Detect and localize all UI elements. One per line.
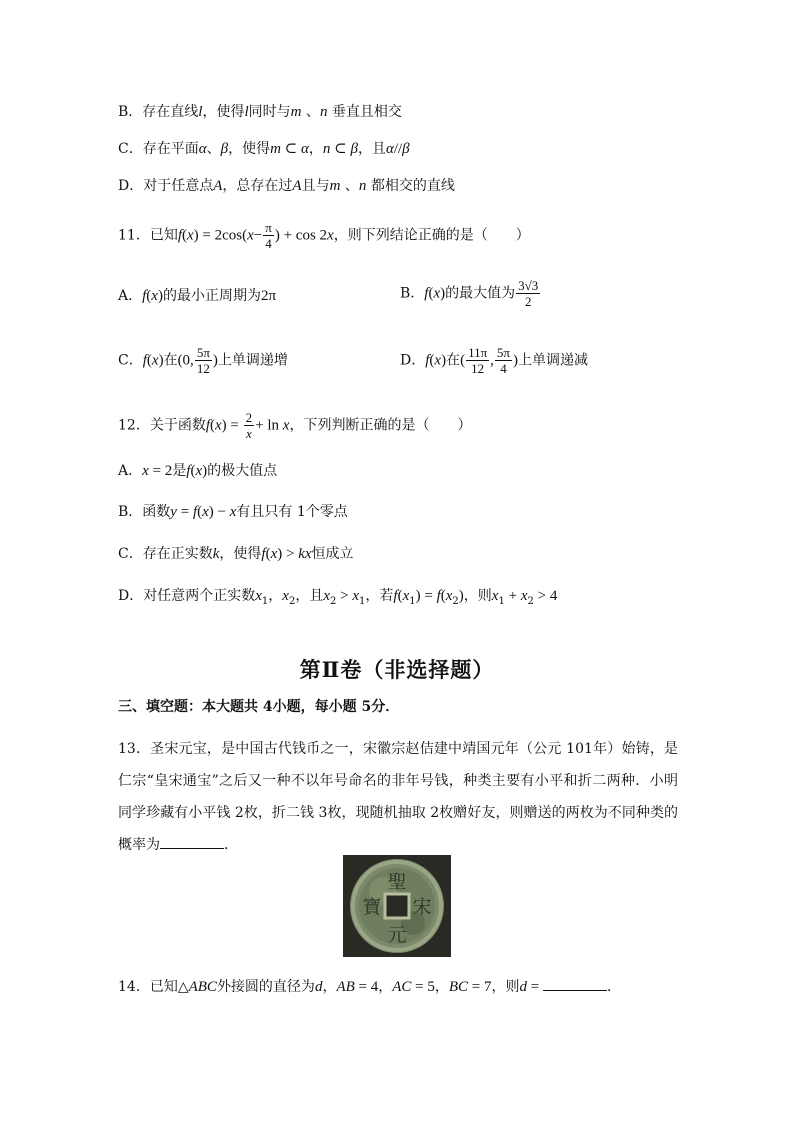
q13-answer-blank[interactable] [160, 834, 224, 849]
coin-char-bottom: 元 [387, 924, 407, 946]
coin-image [343, 855, 451, 957]
q12-stem: 12．关于函数f(x) = $\frac{2}{x}$ + ln x，下列判断正确的是（ ） [118, 410, 472, 441]
q10-option-b: B．存在直线l，使得l同时与m 、n 垂直且相交 [118, 104, 402, 120]
q12-option-a: A．x = 2是f(x)的极大值点 [118, 463, 278, 479]
q10-option-c: C．存在平面α、β，使得m ⊂ α，n ⊂ β，且α//β [118, 141, 410, 157]
part2-title: 第Ⅱ卷（非选择题） [299, 657, 495, 682]
q11-stem: 11．已知f(x) = 2cos(x− $\frac{\pi}{4}$ ) + cos 2x，则下列结论正确的是（ ） [118, 220, 530, 251]
q13-body: 13．圣宋元宝，是中国古代钱币之一，宋徽宗赵佶建中靖国元年（公元 101年）始铸，是仁宗“皇宋通宝”之后又一种不以年号命名的非年号钱，种类主要有小平和折二两种．小明同学珍藏有小平钱 2枚，折二钱 3枚，现随机抽取 2枚赠好友，则赠送的两枚为不同种类的概率为 [118, 741, 678, 853]
coin-char-right: 宋 [412, 896, 432, 918]
coin-char-left: 寶 [362, 896, 382, 918]
q11-option-a: A．f(x)的最小正周期为2π [118, 288, 277, 304]
q10-option-d: D．对于任意点A，总存在过A且与m 、n 都相交的直线 [118, 178, 455, 194]
section-3-heading: 三、填空题：本大题共 4小题，每小题 5分． [118, 699, 400, 715]
q11-option-c: C．f(x)在(0, $\frac{5\pi}{12}$ )上单调递增 [118, 345, 288, 376]
q12-option-d: D．对任意两个正实数$x_1$，$x_2$，且$x_2 > x_1$，若$f(x_1) = f(x_2)$，则$x_1 + x_2 > 4$ [118, 588, 558, 607]
coin-char-top: 聖 [387, 871, 407, 893]
q13-text: 13．圣宋元宝，是中国古代钱币之一，宋徽宗赵佶建中靖国元年（公元 101年）始铸，是仁宗“皇宋通宝”之后又一种不以年号命名的非年号钱，种类主要有小平和折二两种．小明同学珍藏有小平钱 2枚，折二钱 3枚，现随机抽取 2枚赠好友，则赠送的两枚为不同种类的概率为 ． [118, 741, 678, 853]
q12-option-b: B．函数y = f(x) − x有且只有 1个零点 [118, 504, 348, 520]
q12-option-c: C．存在正实数k，使得f(x) > kx恒成立 [118, 546, 354, 562]
q11-option-b: B．f(x)的最大值为 $\frac{3√3}{2}$ [400, 278, 539, 309]
q14-answer-blank[interactable] [543, 976, 607, 991]
q14-text: 14．已知△ABC外接圆的直径为d，AB = 4，AC = 5，BC = 7，则d = ． [118, 976, 621, 997]
q11-option-d: D．f(x)在( $\frac{11\pi}{12}$ , $\frac{5\pi}{4}$ )上单调递减 [400, 345, 588, 376]
